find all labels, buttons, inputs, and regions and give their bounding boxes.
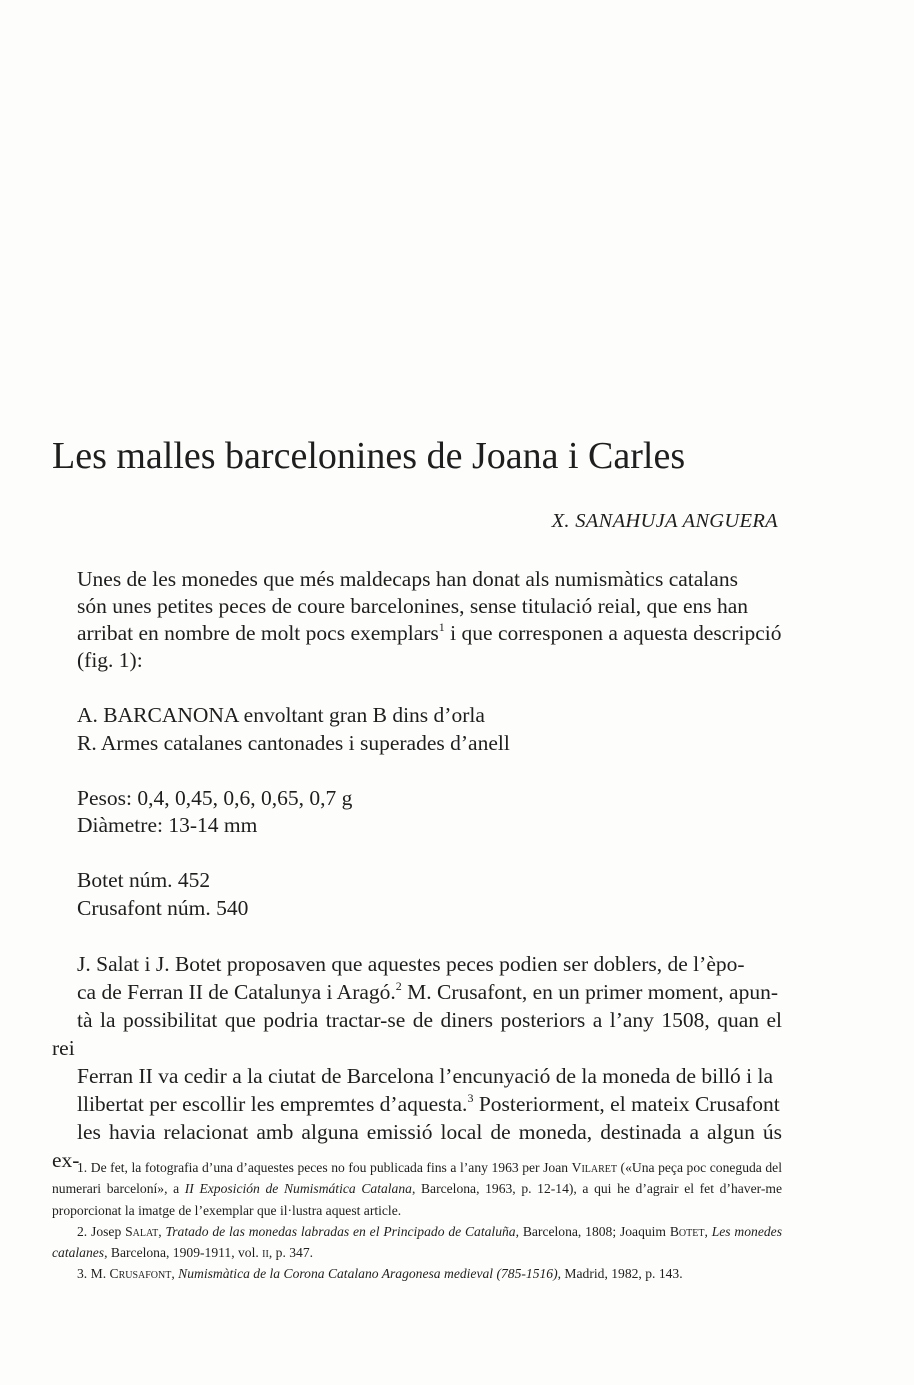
botet-reference: Botet núm. 452 [77,868,211,892]
text-line: Unes de les monedes que més maldecaps han donat als numismàtics catalans [77,567,738,591]
article-title: Les malles barcelonines de Joana i Carles [52,435,686,477]
footnote-3: 3. M. Crusafont, Numismàtica de la Corona Catalano Aragonesa medieval (785-1516), Madrid, 1982, p. 143. [77,1266,683,1282]
text-line: tà la possibilitat que podria tractar-se de diners posteriors a l’any 1508, quan el rei [52,1008,782,1060]
reverse-description: R. Armes catalanes cantonades i superades d’anell [77,731,510,755]
author-name: X. SANAHUJA ANGUERA [551,510,778,532]
body-paragraph [52,950,782,1174]
diameter-line: Diàmetre: 13-14 mm [77,813,258,837]
intro-paragraph [52,566,782,674]
text-line: llibertat per escollir les empremtes d’aquesta.$^3$ Posteriorment, el mateix Crusafont [77,1091,780,1116]
text-line: Ferran II va cedir a la ciutat de Barcelona l’encunyació de la moneda de billó i la [77,1064,774,1088]
text-line: J. Salat i J. Botet proposaven que aquestes peces podien ser doblers, de l’èpo- [77,952,745,976]
footnote-ref-1: 1 [438,620,445,634]
weights-line: Pesos: 0,4, 0,45, 0,6, 0,65, 0,7 g [77,786,353,810]
footnotes [52,1157,782,1285]
text-line: són unes petites peces de coure barcelonines, sense titulació reial, que ens han [77,594,749,618]
text-line: ca de Ferran II de Catalunya i Aragó.$^2$ M. Crusafont, en un primer moment, apun- [77,979,778,1004]
crusafont-reference: Crusafont núm. 540 [77,896,249,920]
obverse-description: A. BARCANONA envoltant gran B dins d’orla [77,703,485,727]
footnote-1: 1. De fet, la fotografia d’una d’aquestes peces no fou publicada fins a l’any 1963 per Joan Vilaret («Una peça poc coneguda del numerari barceloní», a II Exposición de Numismática Catalana, Barcelona, 1963, p. 12-14), a qui he d’agrair el fet d’haver-me proporcionat la imatge de l’exemplar que il·lustra aquest article. [52,1160,782,1218]
text-line: arribat en nombre de molt pocs exemplars$^1$ i que corresponen a aquesta descripció [77,620,782,645]
footnote-2: 2. Josep Salat, Tratado de las monedas labradas en el Principado de Cataluña, Barcelona, 1808; Joaquim Botet, Les monedes catalanes, Barcelona, 1909-1911, vol. ii, p. 347. [52,1223,782,1261]
text-line: (fig. 1): [77,648,143,672]
footnote-ref-3: 3 [467,1091,474,1105]
footnote-ref-2: 2 [395,979,402,993]
text-line: les havia relacionat amb alguna emissió local de moneda, destinada a algun ús ex- [52,1120,782,1172]
